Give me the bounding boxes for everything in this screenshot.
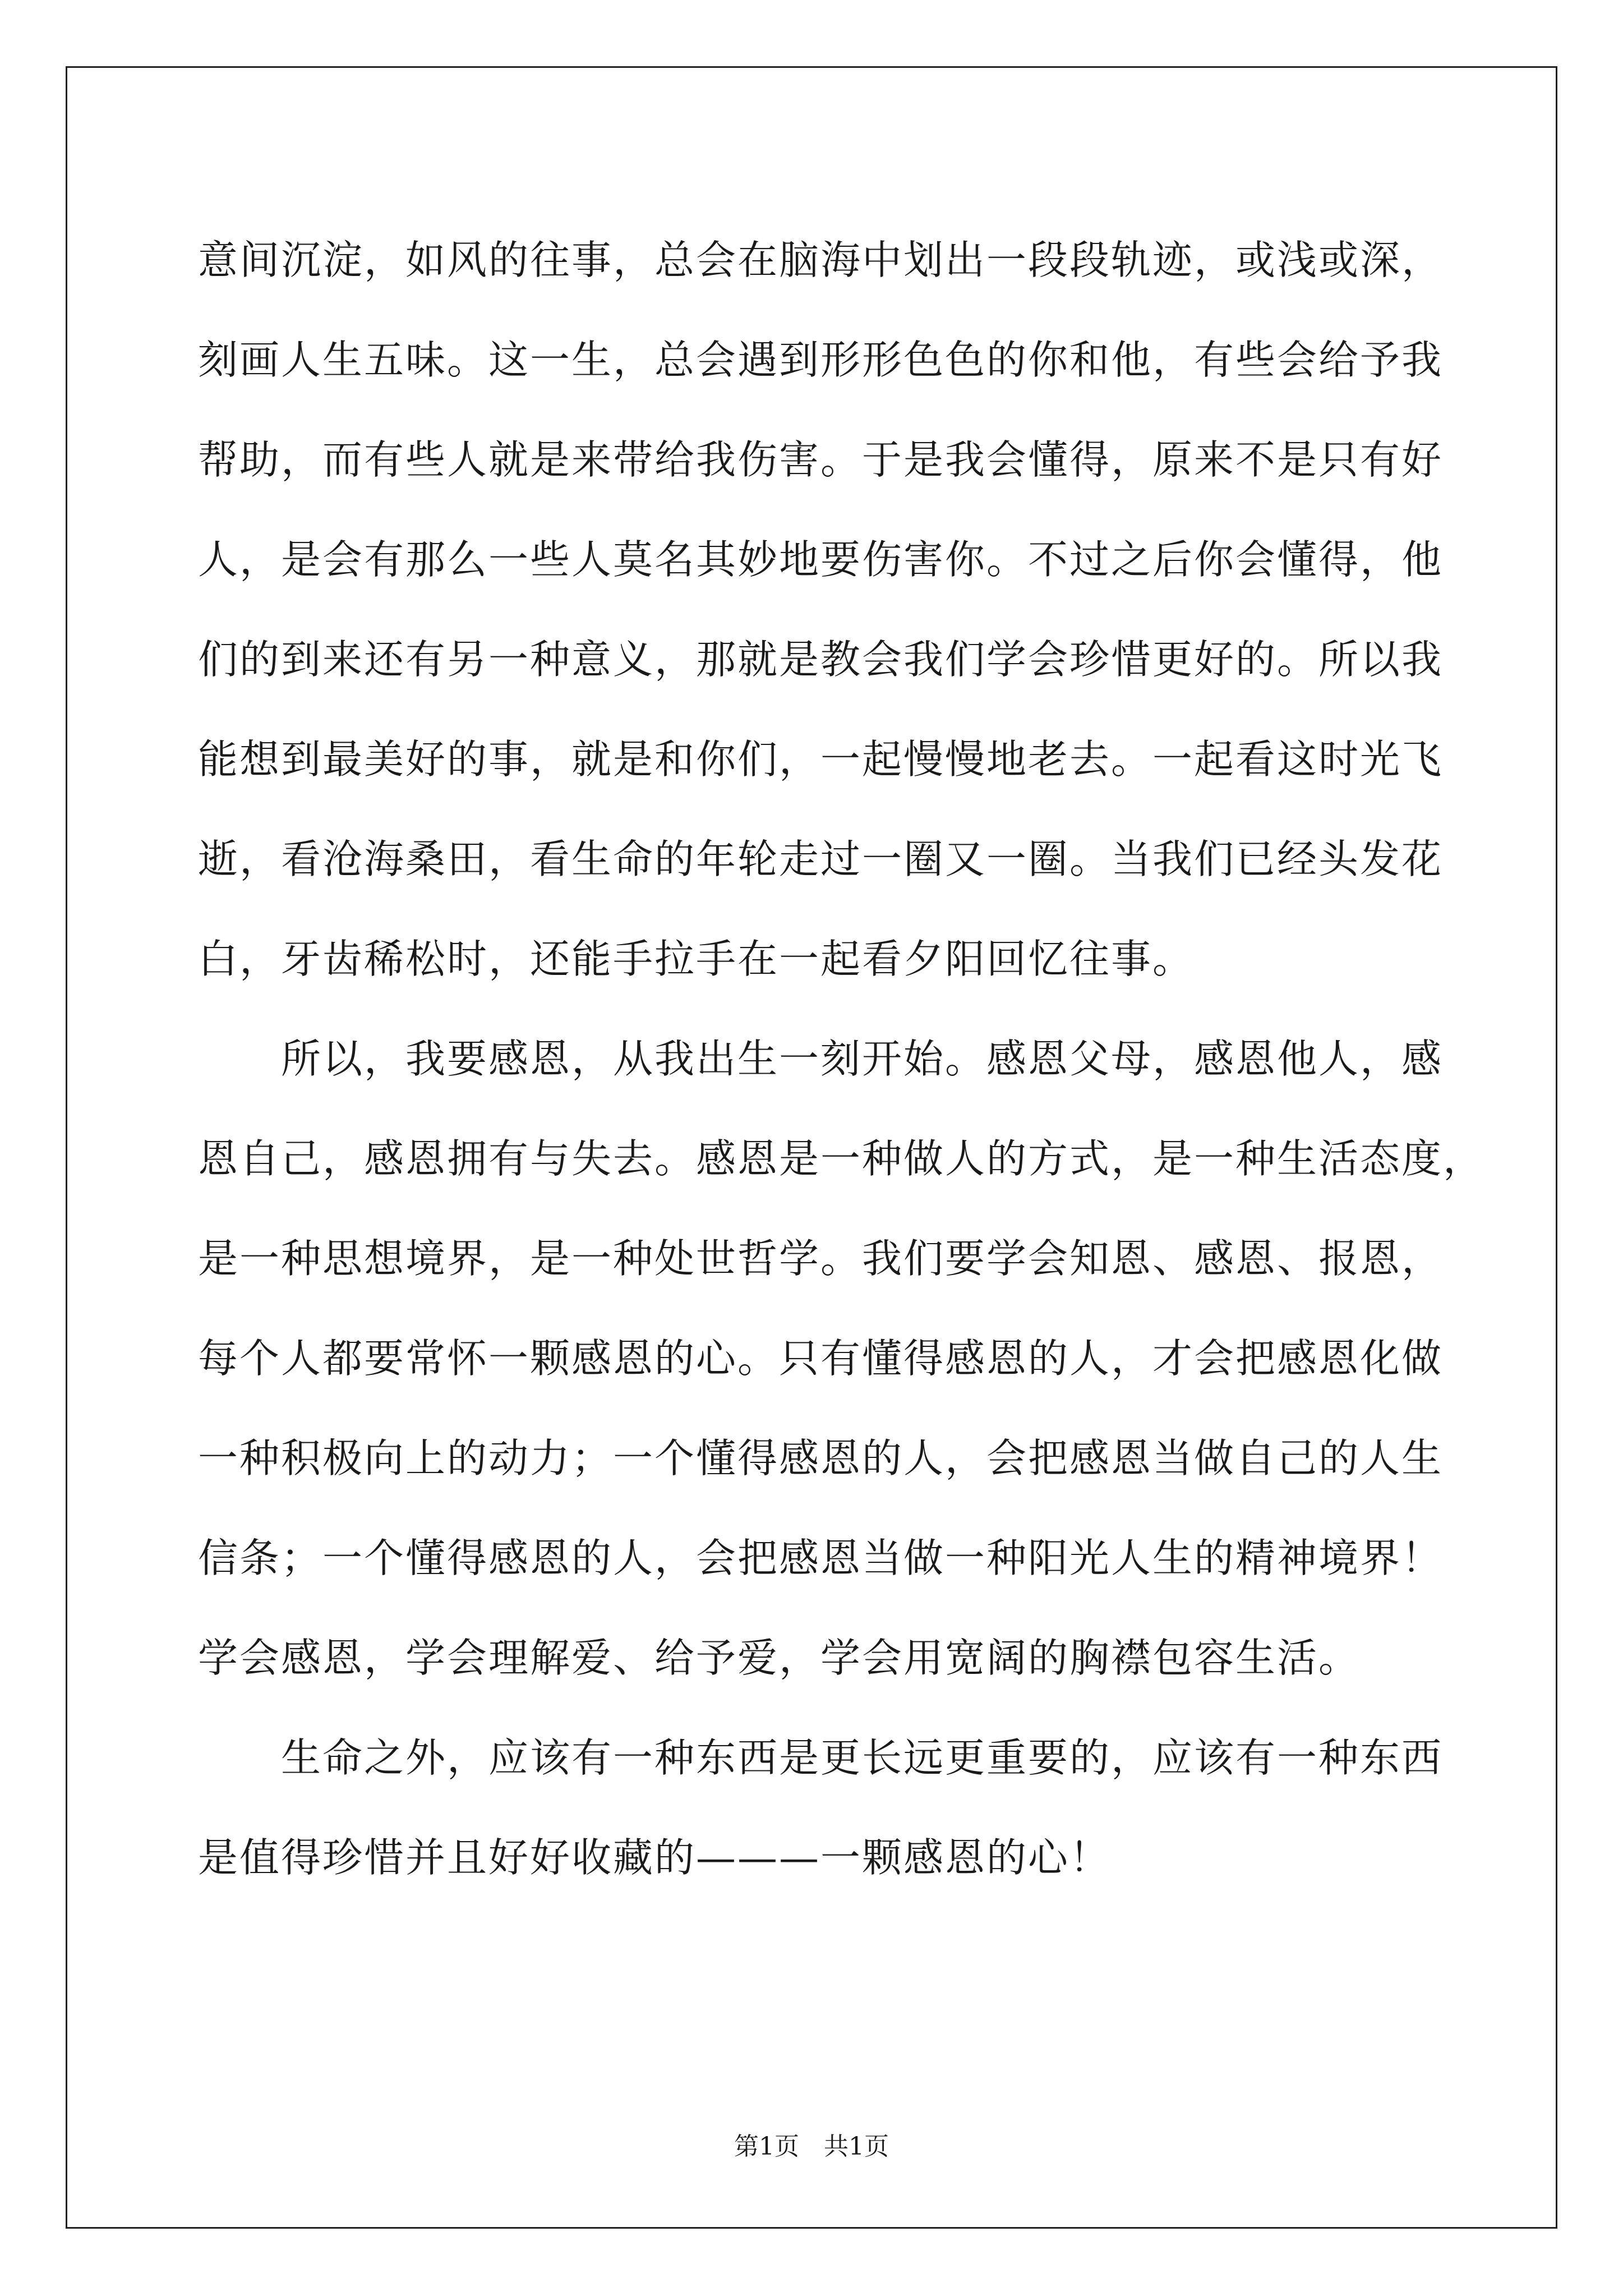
text-line: 信条；一个懂得感恩的人，会把感恩当做一种阳光人生的精神境界！ <box>198 1535 1444 1581</box>
paragraph-first-line: 所以，我要感恩，从我出生一刻开始。感恩父母，感恩他人，感 <box>281 1036 1444 1082</box>
text-line: 人，是会有那么一些人莫名其妙地要伤害你。不过之后你会懂得，他 <box>198 536 1444 583</box>
text-line: 们的到来还有另一种意义，那就是教会我们学会珍惜更好的。所以我 <box>198 636 1444 683</box>
text-line: 刻画人生五味。这一生，总会遇到形形色色的你和他，有些会给予我 <box>198 337 1444 383</box>
text-line: 学会感恩，学会理解爱、给予爱，学会用宽阔的胸襟包容生活。 <box>198 1635 1361 1681</box>
document-body <box>198 210 1485 1908</box>
text-line: 每个人都要常怀一颗感恩的心。只有懂得感恩的人，才会把感恩化做 <box>198 1335 1444 1382</box>
text-line: 逝，看沧海桑田，看生命的年轮走过一圈又一圈。当我们已经头发花 <box>198 836 1444 882</box>
text-line: 白，牙齿稀松时，还能手拉手在一起看夕阳回忆往事。 <box>198 936 1195 982</box>
text-line: 帮助，而有些人就是来带给我伤害。于是我会懂得，原来不是只有好 <box>198 436 1444 483</box>
text-line: 是值得珍惜并且好好收藏的———一颗感恩的心！ <box>198 1834 1112 1881</box>
text-line: 是一种思想境界，是一种处世哲学。我们要学会知恩、感恩、报恩， <box>198 1235 1444 1282</box>
text-line: 恩自己，感恩拥有与失去。感恩是一种做人的方式，是一种生活态度， <box>198 1135 1485 1182</box>
text-line: 能想到最美好的事，就是和你们，一起慢慢地老去。一起看这时光飞 <box>198 736 1444 783</box>
paragraph-first-line: 生命之外，应该有一种东西是更长远更重要的，应该有一种东西 <box>281 1734 1444 1781</box>
page-number-footer: 第1页 共1页 <box>734 2132 889 2161</box>
text-line: 意间沉淀，如风的往事，总会在脑海中划出一段段轨迹，或浅或深， <box>198 237 1444 283</box>
text-line: 一种积极向上的动力；一个懂得感恩的人，会把感恩当做自己的人生 <box>198 1435 1444 1481</box>
